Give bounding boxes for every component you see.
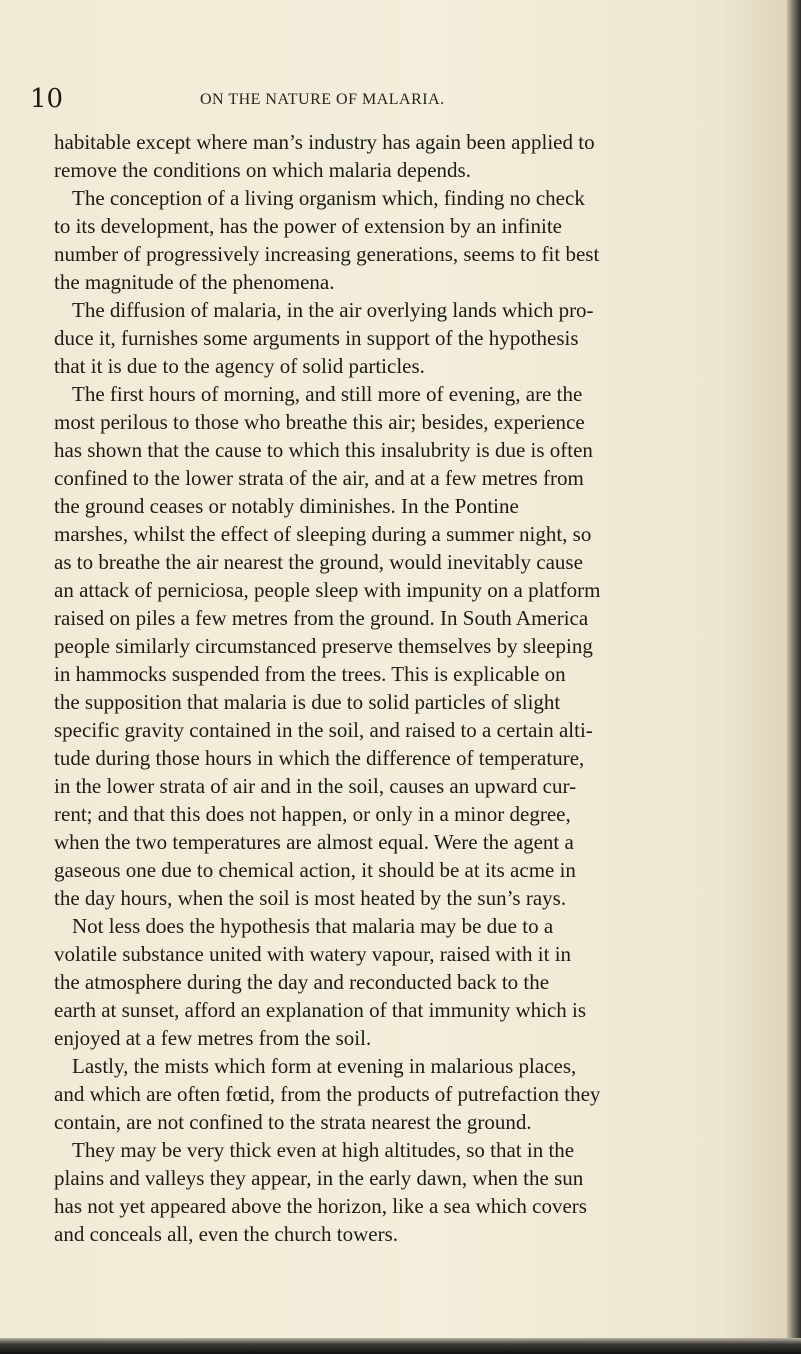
text-line: Lastly, the mists which form at evening in malarious places, (72, 1054, 577, 1078)
text-line: and conceals all, even the church towers. (54, 1222, 399, 1246)
text-line: has shown that the cause to which this insalubrity is due is often (54, 438, 593, 462)
text-line: as to breathe the air nearest the ground, would inevitably cause (54, 550, 583, 574)
text-line: and which are often fœtid, from the products of putrefaction they (54, 1082, 601, 1106)
text-line: remove the conditions on which malaria depends. (54, 158, 471, 182)
text-line: the day hours, when the soil is most heated by the sun’s rays. (54, 886, 567, 910)
text-line: most perilous to those who breathe this air; besides, experience (54, 410, 585, 434)
text-line: the atmosphere during the day and reconducted back to the (54, 970, 550, 994)
running-head: ON THE NATURE OF MALARIA. (200, 91, 445, 108)
text-line: the ground ceases or notably diminishes. In the Pontine (54, 494, 519, 518)
text-line: specific gravity contained in the soil, and raised to a certain alti- (54, 718, 593, 742)
text-line: tude during those hours in which the difference of temperature, (54, 746, 585, 770)
text-line: habitable except where man’s industry has again been applied to (54, 130, 595, 154)
text-line: in the lower strata of air and in the soil, causes an upward cur- (54, 774, 577, 798)
text-line: that it is due to the agency of solid particles. (54, 354, 425, 378)
text-line: volatile substance united with watery vapour, raised with it in (54, 942, 572, 966)
text-line: duce it, furnishes some arguments in support of the hypothesis (54, 326, 579, 350)
text-line: enjoyed at a few metres from the soil. (54, 1026, 372, 1050)
text-line: The conception of a living organism which, finding no check (72, 186, 585, 210)
text-line: contain, are not confined to the strata nearest the ground. (54, 1110, 532, 1134)
text-line: plains and valleys they appear, in the early dawn, when the sun (54, 1166, 584, 1190)
text-line: an attack of perniciosa, people sleep with impunity on a platform (54, 578, 601, 602)
text-line: marshes, whilst the effect of sleeping during a summer night, so (54, 522, 592, 546)
text-line: has not yet appeared above the horizon, like a sea which covers (54, 1194, 587, 1218)
text-line: number of progressively increasing generations, seems to fit best (54, 242, 600, 266)
text-line: raised on piles a few metres from the ground. In South America (54, 606, 589, 630)
text-line: earth at sunset, afford an explanation of that immunity which is (54, 998, 587, 1022)
text-line: The first hours of morning, and still more of evening, are the (72, 382, 583, 406)
text-line: confined to the lower strata of the air, and at a few metres from (54, 466, 584, 490)
text-line: to its development, has the power of extension by an infinite (54, 214, 562, 238)
page-bottom-edge (0, 1338, 801, 1354)
text-line: rent; and that this does not happen, or only in a minor degree, (54, 802, 571, 826)
text-line: The diffusion of malaria, in the air overlying lands which pro- (72, 298, 594, 322)
text-line: people similarly circumstanced preserve themselves by sleeping (54, 634, 593, 658)
text-line: the magnitude of the phenomena. (54, 270, 335, 294)
text-line: Not less does the hypothesis that malaria may be due to a (72, 914, 554, 938)
text-line: gaseous one due to chemical action, it should be at its acme in (54, 858, 576, 882)
page-number: 10 (30, 84, 64, 114)
text-line: the supposition that malaria is due to solid particles of slight (54, 690, 561, 714)
text-line: in hammocks suspended from the trees. This is explicable on (54, 662, 566, 686)
text-line: when the two temperatures are almost equal. Were the agent a (54, 830, 574, 854)
text-line: They may be very thick even at high altitudes, so that in the (72, 1138, 575, 1162)
